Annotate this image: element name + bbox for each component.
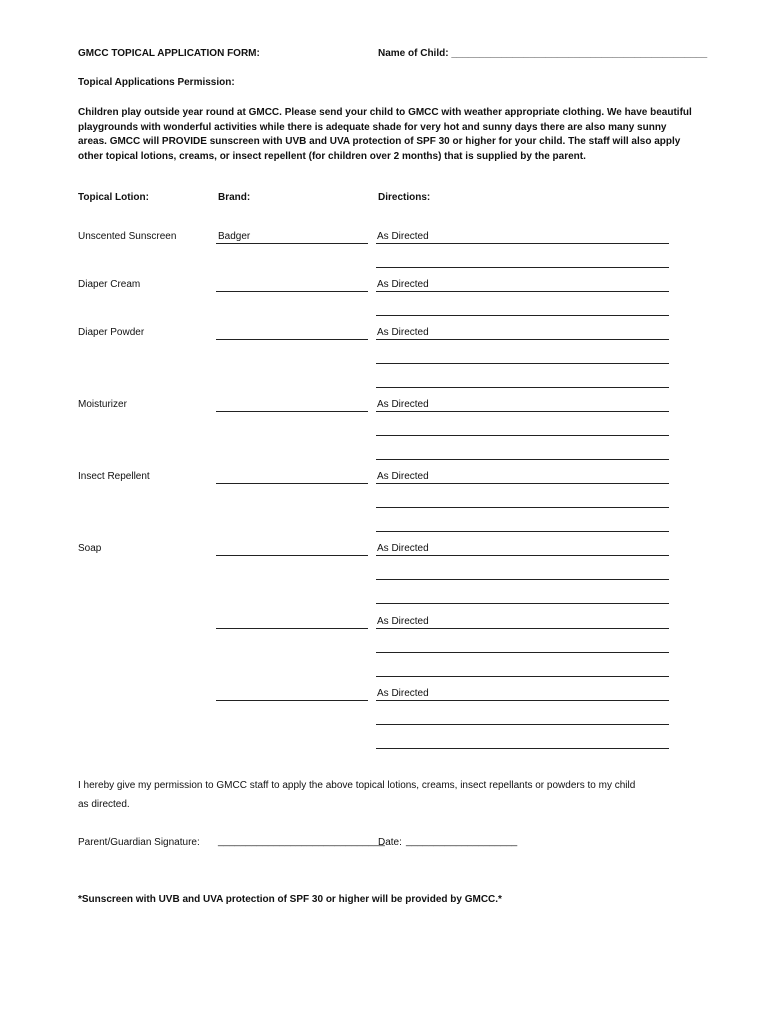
lotion-label: Soap (78, 543, 102, 554)
directions-value: As Directed (377, 616, 429, 627)
lotion-label: Diaper Powder (78, 327, 145, 338)
directions-field-extra[interactable] (376, 459, 669, 460)
brand-field[interactable] (216, 339, 368, 340)
column-header-brand: Brand: (218, 192, 251, 203)
signature-field[interactable]: ______________________________ (218, 836, 385, 847)
brand-field[interactable] (216, 243, 368, 244)
brand-field[interactable] (216, 628, 368, 629)
date-field[interactable]: ____________________ (406, 836, 518, 847)
brand-field[interactable] (216, 411, 368, 412)
directions-value: As Directed (377, 327, 429, 338)
directions-value: As Directed (377, 471, 429, 482)
column-header-lotion: Topical Lotion: (78, 192, 149, 203)
brand-field[interactable] (216, 700, 368, 701)
consent-line-1: I hereby give my permission to GMCC staff to apply the above topical lotions, creams, insect repellants or powders to my child (78, 780, 636, 791)
lotion-label: Insect Repellent (78, 471, 150, 482)
directions-field[interactable] (376, 339, 669, 340)
directions-field[interactable] (376, 700, 669, 701)
directions-field-extra[interactable] (376, 387, 669, 388)
permission-heading: Topical Applications Permission: (78, 77, 235, 88)
directions-field-extra[interactable] (376, 315, 669, 316)
directions-field[interactable] (376, 243, 669, 244)
lotion-label: Diaper Cream (78, 279, 141, 290)
directions-field[interactable] (376, 628, 669, 629)
directions-field-extra[interactable] (376, 676, 669, 677)
directions-field[interactable] (376, 483, 669, 484)
directions-field[interactable] (376, 291, 669, 292)
directions-field-extra[interactable] (376, 363, 669, 364)
directions-value: As Directed (377, 688, 429, 699)
directions-field-extra[interactable] (376, 435, 669, 436)
directions-field-extra[interactable] (376, 579, 669, 580)
directions-field-extra[interactable] (376, 748, 669, 749)
name-of-child-field[interactable] (378, 48, 707, 59)
directions-field[interactable] (376, 411, 669, 412)
directions-value: As Directed (377, 543, 429, 554)
directions-field-extra[interactable] (376, 507, 669, 508)
brand-field[interactable] (216, 291, 368, 292)
directions-field[interactable] (376, 555, 669, 556)
date-label: Date: (378, 837, 402, 848)
brand-field[interactable] (216, 555, 368, 556)
intro-paragraph: Children play outside year round at GMCC. Please send your child to GMCC with weather appropriate clothing. We have beautiful playgrounds with wonderful activities while there is adequate shade for very hot and sunny days there are also many sunny areas. GMCC will PROVIDE sunscreen with UVB and UVA protection of SPF 30 or higher for your child. The staff will also apply other topical lotions, creams, or insect repellent (for children over 2 months) that is supplied by the parent. (78, 107, 692, 162)
brand-value: Badger (218, 231, 251, 242)
directions-value: As Directed (377, 231, 429, 242)
form-title: GMCC TOPICAL APPLICATION FORM: (78, 48, 260, 59)
directions-field-extra[interactable] (376, 267, 669, 268)
consent-line-2: as directed. (78, 799, 130, 810)
name-of-child-blank[interactable]: ______________________________________________ (451, 48, 708, 59)
directions-field-extra[interactable] (376, 531, 669, 532)
signature-label: Parent/Guardian Signature: (78, 837, 200, 848)
directions-field-extra[interactable] (376, 724, 669, 725)
directions-value: As Directed (377, 399, 429, 410)
brand-field[interactable] (216, 483, 368, 484)
directions-field-extra[interactable] (376, 603, 669, 604)
lotion-label: Moisturizer (78, 399, 127, 410)
name-of-child-label: Name of Child: (378, 48, 449, 59)
lotion-label: Unscented Sunscreen (78, 231, 177, 242)
footer-note: *Sunscreen with UVB and UVA protection of SPF 30 or higher will be provided by GMCC.* (78, 894, 502, 905)
directions-field-extra[interactable] (376, 652, 669, 653)
directions-value: As Directed (377, 279, 429, 290)
column-header-directions: Directions: (378, 192, 431, 203)
